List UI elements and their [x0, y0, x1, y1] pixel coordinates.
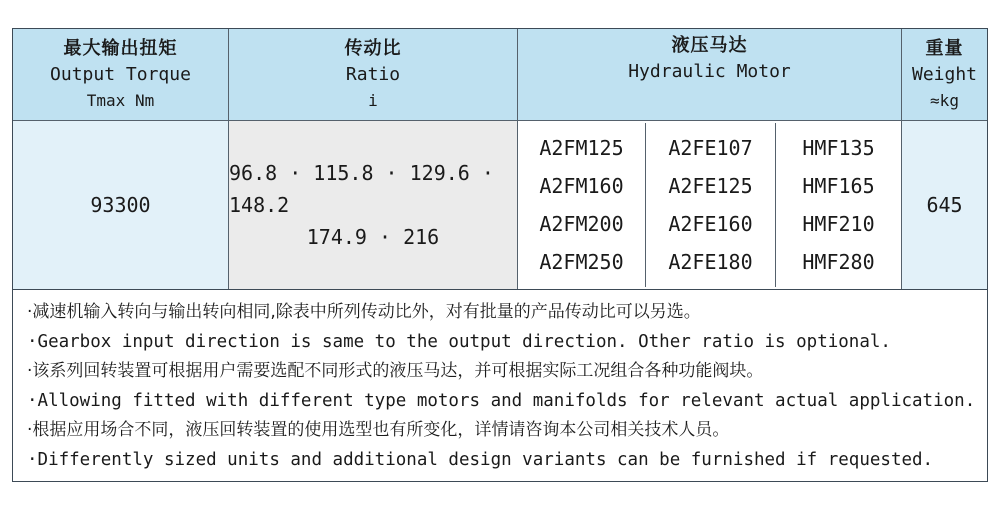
header-motor-en: Hydraulic Motor: [628, 61, 791, 82]
motor-column-a2fe: [646, 123, 776, 287]
motor-model: HMF165: [802, 174, 875, 198]
motor-model: HMF280: [802, 250, 875, 274]
header-ratio-zh: 传动比: [344, 37, 402, 59]
motor-model: A2FM200: [539, 212, 624, 236]
header-weight: [902, 29, 987, 121]
motor-model: A2FE160: [668, 212, 753, 236]
weight-value: 645: [902, 121, 987, 289]
ratio-values: [229, 121, 518, 289]
note-line: ·Differently sized units and additional design variants can be furnished if requested.: [27, 449, 934, 470]
note-line: ·根据应用场合不同，液压回转装置的使用选型也有所变化，详情请咨询本公司相关技术人员。: [27, 420, 730, 440]
motor-model: A2FE180: [668, 250, 753, 274]
note-line: ·该系列回转装置可根据用户需要选配不同形式的液压马达，并可根据实际工况组合各种功能阀块。: [27, 361, 764, 381]
motor-model: A2FM250: [539, 250, 624, 274]
motor-column-hmf: [776, 123, 901, 287]
motor-model: A2FE125: [668, 174, 753, 198]
motor-model: A2FE107: [668, 136, 753, 160]
motor-model: A2FM160: [539, 174, 624, 198]
motor-model: A2FM125: [539, 136, 624, 160]
motor-model: HMF210: [802, 212, 875, 236]
motor-models: [518, 121, 902, 289]
header-weight-unit: ≈kg: [930, 90, 959, 110]
header-ratio: [229, 29, 518, 121]
header-motor: [518, 29, 902, 121]
header-torque: [13, 29, 229, 121]
header-weight-en: Weight: [911, 63, 978, 85]
header-torque-en: Output Torque: [50, 63, 191, 85]
header-ratio-symbol: i: [368, 90, 378, 110]
note-line: ·Allowing fitted with different type motors and manifolds for relevant actual application.: [27, 390, 976, 411]
ratio-line-1: 96.8 · 115.8 · 129.6 · 148.2: [229, 161, 494, 217]
ratio-line-2: 174.9 · 216: [306, 225, 440, 249]
header-weight-zh: 重量: [925, 37, 964, 59]
header-torque-zh: 最大输出扭矩: [63, 37, 178, 59]
header-torque-unit: Tmax Nm: [86, 90, 155, 110]
header-motor-zh: 液压马达: [671, 35, 748, 56]
motor-model: HMF135: [802, 136, 875, 160]
torque-value: 93300: [13, 121, 229, 289]
motor-column-a2fm: [518, 123, 646, 287]
header-ratio-en: Ratio: [345, 63, 401, 85]
spec-table: [12, 28, 988, 290]
notes-box: [12, 290, 988, 482]
note-line: ·Gearbox input direction is same to the output direction. Other ratio is optional.: [27, 331, 891, 352]
note-line: ·减速机输入转向与输出转向相同,除表中所列传动比外，对有批量的产品传动比可以另选。: [27, 302, 701, 322]
